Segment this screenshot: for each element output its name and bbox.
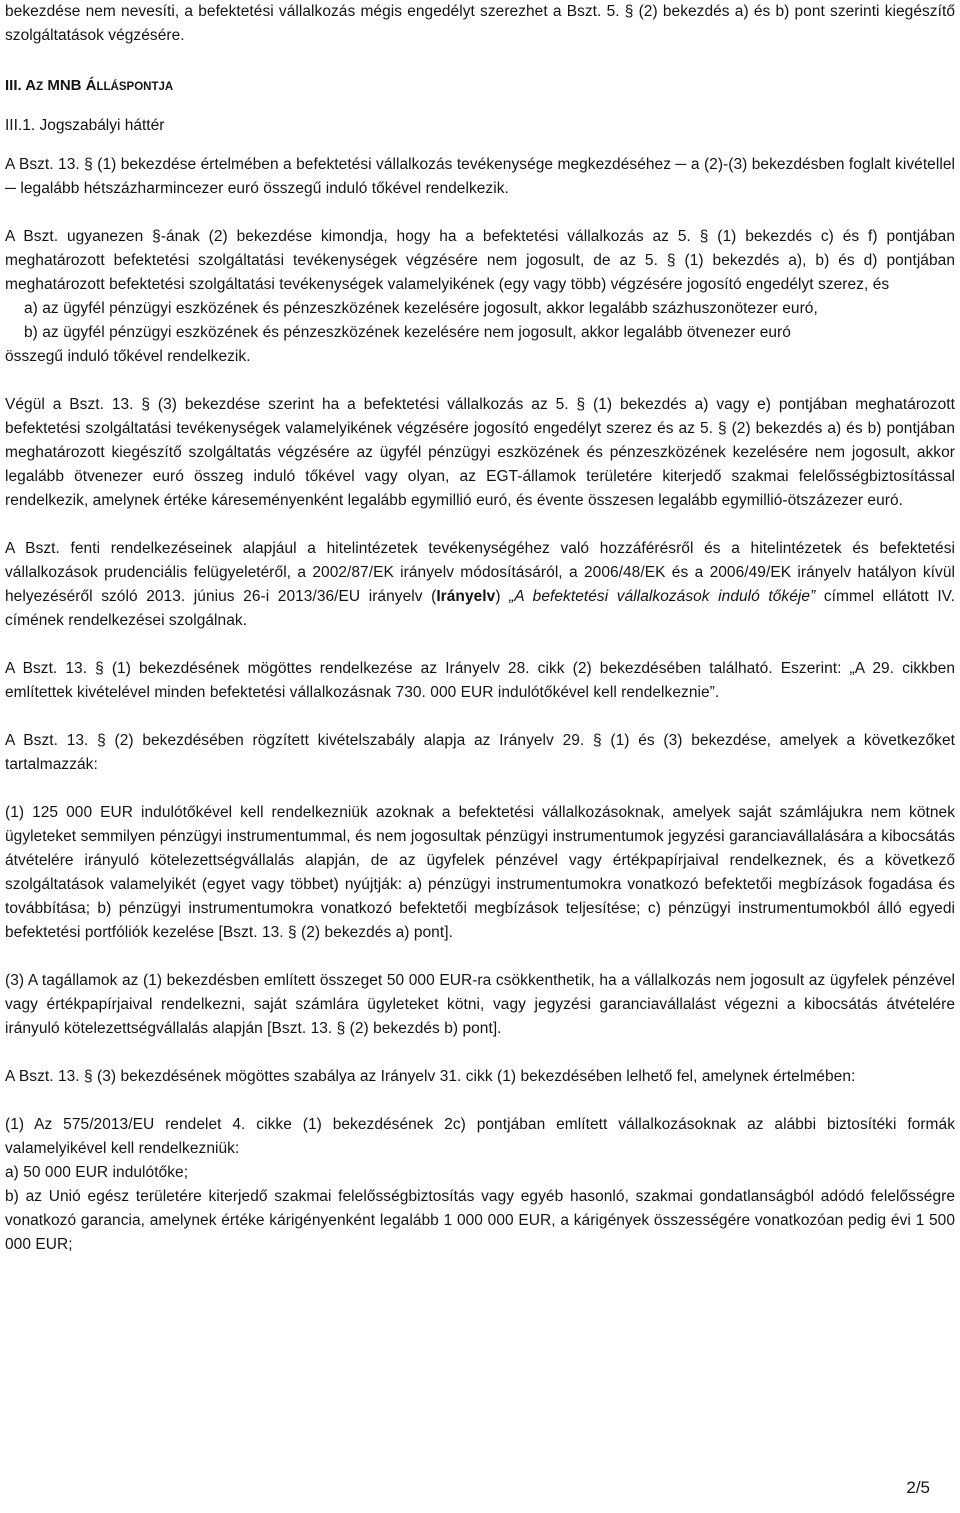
- intro-paragraph: bekezdése nem nevesíti, a befektetési vállalkozás mégis engedélyt szerezhet a Bszt. 5. § (2) bekezdés a) és b) pont szerinti kiegészítő szolgáltatások végzésére.: [5, 3, 955, 44]
- paragraph-13-3-background: A Bszt. 13. § (3) bekezdésének mögöttes szabálya az Irányelv 31. cikk (1) bekezdésében lelhető fel, amelynek értelmében:: [5, 1068, 856, 1085]
- paragraph-bszt-same-section: A Bszt. ugyanezen §-ának (2) bekezdése kimondja, hogy ha a befektetési vállalkozás az 5. § (1) bekezdés c) és f) pontjában meghatározott befektetési szolgáltatási tevékenységek végzésére nem jogosult, de az 5. § (1) bekezdés a), b) és d) pontjában meghatározott befektetési szolgáltatási tevékenységek valamelyikének (egy vagy több) végzésére jogosító engedélyt szerez, és: [5, 228, 955, 293]
- list-item-a-capital: a) 50 000 EUR indulótőke;: [5, 1164, 189, 1181]
- paragraph-50000-eur-reduction: (3) A tagállamok az (1) bekezdésben említett összeget 50 000 EUR-ra csökkenthetik, ha a vállalkozás nem jogosult az ügyfelek pénzével vagy értékpapírjaival rendelkezni, saját számlára ügyleteket kötni, vagy jegyzési garanciavállalást végezni a kibocsátás átvételére irányuló kötelezettségvállalás alapján [Bszt. 13. § (2) bekezdés b) pont].: [5, 972, 955, 1037]
- list-item-b-continuation: összegű induló tőkével rendelkezik.: [5, 348, 251, 365]
- paragraph-directive-basis: A Bszt. fenti rendelkezéseinek alapjául a hitelintézetek tevékenységéhez való hozzáférésről és a hitelintézetek és befektetési vállalkozások prudenciális felügyeletéről, a 2002/87/EK irányelv módosításáról, a 2006/48/EK és a 2006/49/EK irányelv hatályon kívül helyezéséről szóló 2013. június 26-i 2013/36/EU irányelv (Irányelv) „A befektetési vállalkozások induló tőkéje” címmel ellátott IV. címének rendelkezései szolgálnak.: [5, 540, 955, 629]
- paragraph-13-2-exception: A Bszt. 13. § (2) bekezdésében rögzített kivételszabály alapja az Irányelv 29. § (1) és (3) bekezdése, amelyek a következőket tartalmazzák:: [5, 732, 955, 773]
- directive-title-italic: „A befektetési vállalkozások induló tőkéje”: [509, 588, 816, 605]
- directive-bold-term: Irányelv: [436, 588, 496, 605]
- subsection-heading: III.1. Jogszabályi háttér: [5, 117, 165, 134]
- list-item-b: b) az ügyfél pénzügyi eszközének és pénzeszközének kezelésére nem jogosult, akkor legalább ötvenezer euró: [24, 324, 791, 341]
- section-heading: III. AZ MNB ÁLLÁSPONTJA: [5, 77, 174, 94]
- page-number: 2/5: [906, 1478, 930, 1497]
- paragraph-125000-eur: (1) 125 000 EUR indulótőkével kell rendelkezniük azoknak a befektetési vállalkozásoknak, amelyek saját számlájukra nem kötnek ügyleteket semmilyen pénzügyi instrumentummal, és nem jogosultak pénzügyi instrumentumok jegyzési garanciavállalására a kibocsátás átvételére irányuló kötelezettségvállalás alapján, de az ügyfelek pénzével vagy értékpapírjaival rendelkeznek, és a következő szolgáltatások valamelyikét (egyet vagy többet) nyújtják: a) pénzügyi instrumentumokra vonatkozó befektetői megbízások fogadása és továbbítása; b) pénzügyi instrumentumokra vonatkozó befektetői megbízások teljesítése; c) pénzügyi instrumentumokból álló egyedi befektetési portfóliók kezelése [Bszt. 13. § (2) bekezdés a) pont].: [5, 804, 955, 941]
- list-item-b-insurance: b) az Unió egész területére kiterjedő szakmai felelősségbiztosítás vagy egyéb hasonló, szakmai gondatlanságból adódó felelősségre vonatkozó garancia, amelynek értéke kárigényenként legalább 1 000 000 EUR, a kárigények összességére vonatkozóan pedig évi 1 500 000 EUR;: [5, 1188, 955, 1253]
- paragraph-bszt13-1: A Bszt. 13. § (1) bekezdése értelmében a befektetési vállalkozás tevékenysége megkezdéséhez ─ a (2)-(3) bekezdésben foglalt kivétellel ─ legalább hétszázharmincezer euró összegű induló tőkével rendelkezik.: [5, 156, 955, 197]
- list-item-a: a) az ügyfél pénzügyi eszközének és pénzeszközének kezelésére jogosult, akkor legalább százhuszonötezer euró,: [24, 300, 818, 317]
- document-page: [5, 0, 955, 1257]
- paragraph-vegul: Végül a Bszt. 13. § (3) bekezdése szerint ha a befektetési vállalkozás az 5. § (1) bekezdés a) vagy e) pontjában meghatározott befektetési szolgáltatási tevékenységek valamelyikének végzésére jogosító engedélyt szerez és az 5. § (2) bekezdés a) és b) pontjában meghatározott kiegészítő szolgáltatás végzésére az ügyfél pénzügyi eszközének és pénzeszközének kezelésére nem jogosult, akkor legalább ötvenezer euró összeg induló tőkével vagy olyan, az EGT-államok területére kiterjedő szakmai felelősségbiztosítással rendelkezik, amelynek értéke káreseményenként legalább egymillió euró, és évente összesen legalább egymillió-ötszázezer euró.: [5, 396, 955, 509]
- paragraph-13-1-background: A Bszt. 13. § (1) bekezdésének mögöttes rendelkezése az Irányelv 28. cikk (2) bekezdésében található. Eszerint: „A 29. cikkben említettek kivételével minden befektetési vállalkozásnak 730. 000 EUR indulótőkével kell rendelkeznie”.: [5, 660, 955, 701]
- paragraph-regulation-575: (1) Az 575/2013/EU rendelet 4. cikke (1) bekezdésének 2c) pontjában említett vállalkozásoknak az alábbi biztosítéki formák valamelyikével kell rendelkezniük:: [5, 1116, 955, 1157]
